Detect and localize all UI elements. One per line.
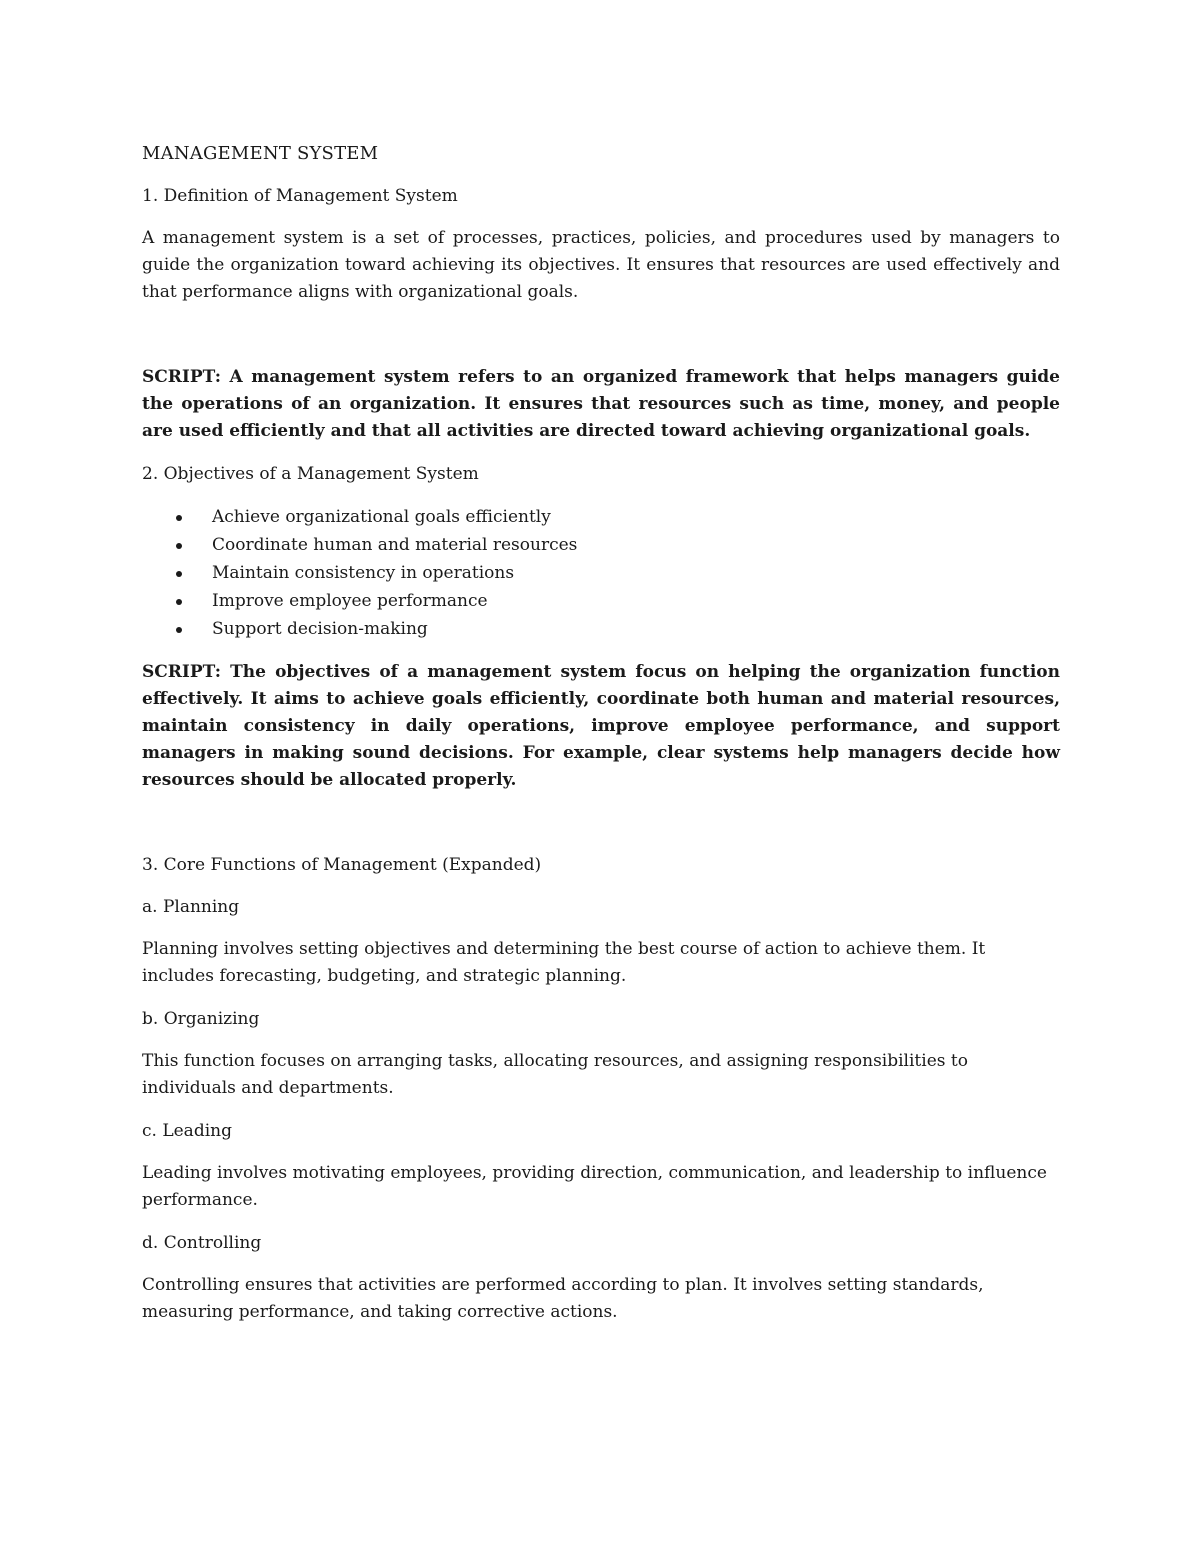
section-3-heading: 3. Core Functions of Management (Expanded) [142, 855, 542, 875]
bullet-icon [176, 627, 182, 633]
list-item [142, 615, 1060, 643]
function-planning-heading: a. Planning [142, 897, 240, 917]
list-item-text: Maintain consistency in operations [212, 563, 515, 583]
function-organizing-text: This function focuses on arranging tasks, allocating resources, and assigning responsibilities to individuals and departments. [142, 1051, 968, 1098]
list-item-text: Achieve organizational goals efficiently [212, 507, 551, 527]
function-controlling-heading: d. Controlling [142, 1233, 262, 1253]
list-item [142, 587, 1060, 615]
bullet-icon [176, 515, 182, 521]
function-controlling-text: Controlling ensures that activities are performed according to plan. It involves setting standards, measuring performance, and taking corrective actions. [142, 1275, 984, 1322]
list-item [142, 531, 1060, 559]
list-item-text: Support decision-making [212, 619, 428, 639]
section-1-script: SCRIPT: A management system refers to an organized framework that helps managers guide the operations of an organization. It ensures that resources such as time, money, and people are used efficiently and that all activities are directed toward achieving organizational goals. [142, 367, 1060, 441]
section-2-heading: 2. Objectives of a Management System [142, 464, 479, 484]
bullet-icon [176, 571, 182, 577]
section-1-heading: 1. Definition of Management System [142, 186, 458, 206]
list-item [142, 503, 1060, 531]
objectives-list [142, 503, 1060, 643]
bullet-icon [176, 543, 182, 549]
section-2-script: SCRIPT: The objectives of a management system focus on helping the organization function effectively. It aims to achieve goals efficiently, coordinate both human and material resources, maintain consistency in daily operations, improve employee performance, and support managers in making sound decisions. For example, clear systems help managers decide how resources should be allocated properly. [142, 662, 1060, 790]
list-item-text: Coordinate human and material resources [212, 535, 578, 555]
list-item [142, 559, 1060, 587]
function-organizing-heading: b. Organizing [142, 1009, 260, 1029]
bullet-icon [176, 599, 182, 605]
function-leading-text: Leading involves motivating employees, providing direction, communication, and leadership to influence performance. [142, 1163, 1047, 1210]
document-title: MANAGEMENT SYSTEM [142, 143, 379, 164]
list-item-text: Improve employee performance [212, 591, 488, 611]
document-page [142, 141, 1060, 1342]
function-planning-text: Planning involves setting objectives and determining the best course of action to achieve them. It includes forecasting, budgeting, and strategic planning. [142, 939, 986, 986]
section-1-paragraph: A management system is a set of processes, practices, policies, and procedures used by managers to guide the organization toward achieving its objectives. It ensures that resources are used effectively and that performance aligns with organizational goals. [142, 228, 1060, 302]
function-leading-heading: c. Leading [142, 1121, 232, 1141]
